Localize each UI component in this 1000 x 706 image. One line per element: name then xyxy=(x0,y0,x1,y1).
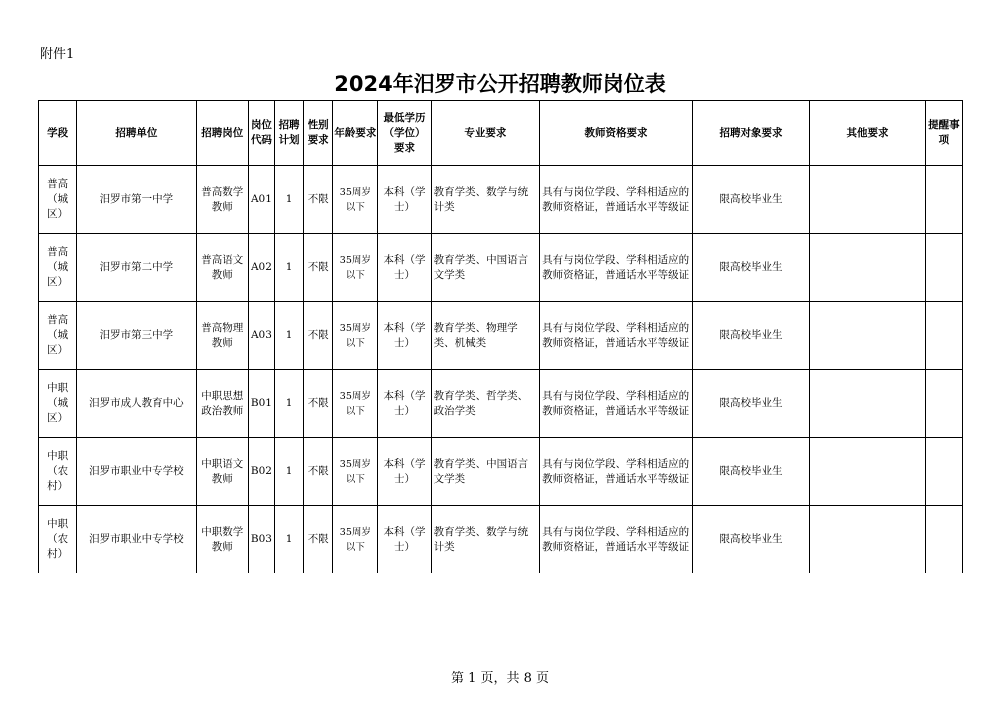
header-cell: 招聘单位 xyxy=(77,101,197,166)
post-cell: 中职数学教师 xyxy=(196,506,248,574)
stage-cell: 中职（城区） xyxy=(39,370,77,438)
page-title: 2024年汨罗市公开招聘教师岗位表 xyxy=(334,72,666,96)
major-cell: 教育学类、数学与统计类 xyxy=(431,166,539,234)
post-cell: 中职语文教师 xyxy=(196,438,248,506)
major-cell: 教育学类、数学与统计类 xyxy=(431,506,539,574)
post-cell: 普高物理教师 xyxy=(196,302,248,370)
target-cell: 限高校毕业生 xyxy=(692,506,810,574)
major-cell: 教育学类、哲学类、政治学类 xyxy=(431,370,539,438)
target-cell: 限高校毕业生 xyxy=(692,370,810,438)
post-cell: 普高数学教师 xyxy=(196,166,248,234)
age-cell: 35周岁以下 xyxy=(333,166,378,234)
recruitment-table xyxy=(38,100,963,573)
major-cell: 教育学类、中国语言文学类 xyxy=(431,234,539,302)
target-cell: 限高校毕业生 xyxy=(692,438,810,506)
note-cell xyxy=(925,166,962,234)
age-cell: 35周岁以下 xyxy=(333,438,378,506)
code-cell: B03 xyxy=(248,506,274,574)
gender-cell: 不限 xyxy=(304,370,333,438)
page-footer: 第 1 页，共 8 页 xyxy=(450,671,550,686)
table-row xyxy=(39,166,963,234)
plan-cell: 1 xyxy=(275,506,304,574)
header-cell: 岗位代码 xyxy=(248,101,274,166)
gender-cell: 不限 xyxy=(304,438,333,506)
age-cell: 35周岁以下 xyxy=(333,302,378,370)
certificate-cell: 具有与岗位学段、学科相适应的教师资格证，普通话水平等级证 xyxy=(540,438,693,506)
header-cell: 提醒事项 xyxy=(925,101,962,166)
plan-cell: 1 xyxy=(275,302,304,370)
unit-cell: 汨罗市职业中专学校 xyxy=(77,506,197,574)
plan-cell: 1 xyxy=(275,166,304,234)
code-cell: B02 xyxy=(248,438,274,506)
other-cell xyxy=(810,302,926,370)
plan-cell: 1 xyxy=(275,370,304,438)
unit-cell: 汨罗市第一中学 xyxy=(77,166,197,234)
header-cell: 招聘计划 xyxy=(275,101,304,166)
stage-cell: 普高（城区） xyxy=(39,234,77,302)
other-cell xyxy=(810,370,926,438)
note-cell xyxy=(925,234,962,302)
table-row xyxy=(39,370,963,438)
plan-cell: 1 xyxy=(275,234,304,302)
header-cell: 其他要求 xyxy=(810,101,926,166)
certificate-cell: 具有与岗位学段、学科相适应的教师资格证，普通话水平等级证 xyxy=(540,370,693,438)
header-cell: 性别要求 xyxy=(304,101,333,166)
code-cell: A02 xyxy=(248,234,274,302)
certificate-cell: 具有与岗位学段、学科相适应的教师资格证，普通话水平等级证 xyxy=(540,302,693,370)
header-cell: 最低学历（学位）要求 xyxy=(378,101,431,166)
target-cell: 限高校毕业生 xyxy=(692,234,810,302)
unit-cell: 汨罗市成人教育中心 xyxy=(77,370,197,438)
header-cell: 招聘对象要求 xyxy=(692,101,810,166)
certificate-cell: 具有与岗位学段、学科相适应的教师资格证，普通话水平等级证 xyxy=(540,234,693,302)
header-cell: 专业要求 xyxy=(431,101,539,166)
other-cell xyxy=(810,438,926,506)
header-cell: 招聘岗位 xyxy=(196,101,248,166)
gender-cell: 不限 xyxy=(304,302,333,370)
table-row xyxy=(39,506,963,574)
other-cell xyxy=(810,166,926,234)
education-cell: 本科（学士） xyxy=(378,370,431,438)
stage-cell: 中职（农村） xyxy=(39,506,77,574)
gender-cell: 不限 xyxy=(304,166,333,234)
header-cell: 教师资格要求 xyxy=(540,101,693,166)
header-cell: 年龄要求 xyxy=(333,101,378,166)
education-cell: 本科（学士） xyxy=(378,438,431,506)
target-cell: 限高校毕业生 xyxy=(692,302,810,370)
education-cell: 本科（学士） xyxy=(378,506,431,574)
gender-cell: 不限 xyxy=(304,506,333,574)
code-cell: A01 xyxy=(248,166,274,234)
code-cell: A03 xyxy=(248,302,274,370)
gender-cell: 不限 xyxy=(304,234,333,302)
age-cell: 35周岁以下 xyxy=(333,234,378,302)
post-cell: 中职思想政治教师 xyxy=(196,370,248,438)
age-cell: 35周岁以下 xyxy=(333,506,378,574)
education-cell: 本科（学士） xyxy=(378,234,431,302)
unit-cell: 汨罗市第二中学 xyxy=(77,234,197,302)
table-header-row xyxy=(39,101,963,166)
header-cell: 学段 xyxy=(39,101,77,166)
major-cell: 教育学类、中国语言文学类 xyxy=(431,438,539,506)
other-cell xyxy=(810,506,926,574)
age-cell: 35周岁以下 xyxy=(333,370,378,438)
table-row xyxy=(39,234,963,302)
table-row xyxy=(39,438,963,506)
education-cell: 本科（学士） xyxy=(378,302,431,370)
major-cell: 教育学类、物理学类、机械类 xyxy=(431,302,539,370)
code-cell: B01 xyxy=(248,370,274,438)
note-cell xyxy=(925,438,962,506)
plan-cell: 1 xyxy=(275,438,304,506)
certificate-cell: 具有与岗位学段、学科相适应的教师资格证，普通话水平等级证 xyxy=(540,506,693,574)
note-cell xyxy=(925,506,962,574)
table-row xyxy=(39,302,963,370)
certificate-cell: 具有与岗位学段、学科相适应的教师资格证，普通话水平等级证 xyxy=(540,166,693,234)
stage-cell: 中职（农村） xyxy=(39,438,77,506)
unit-cell: 汨罗市第三中学 xyxy=(77,302,197,370)
unit-cell: 汨罗市职业中专学校 xyxy=(77,438,197,506)
target-cell: 限高校毕业生 xyxy=(692,166,810,234)
stage-cell: 普高（城区） xyxy=(39,302,77,370)
education-cell: 本科（学士） xyxy=(378,166,431,234)
stage-cell: 普高（城区） xyxy=(39,166,77,234)
other-cell xyxy=(810,234,926,302)
note-cell xyxy=(925,370,962,438)
attachment-label: 附件1 xyxy=(40,47,75,62)
post-cell: 普高语文教师 xyxy=(196,234,248,302)
note-cell xyxy=(925,302,962,370)
